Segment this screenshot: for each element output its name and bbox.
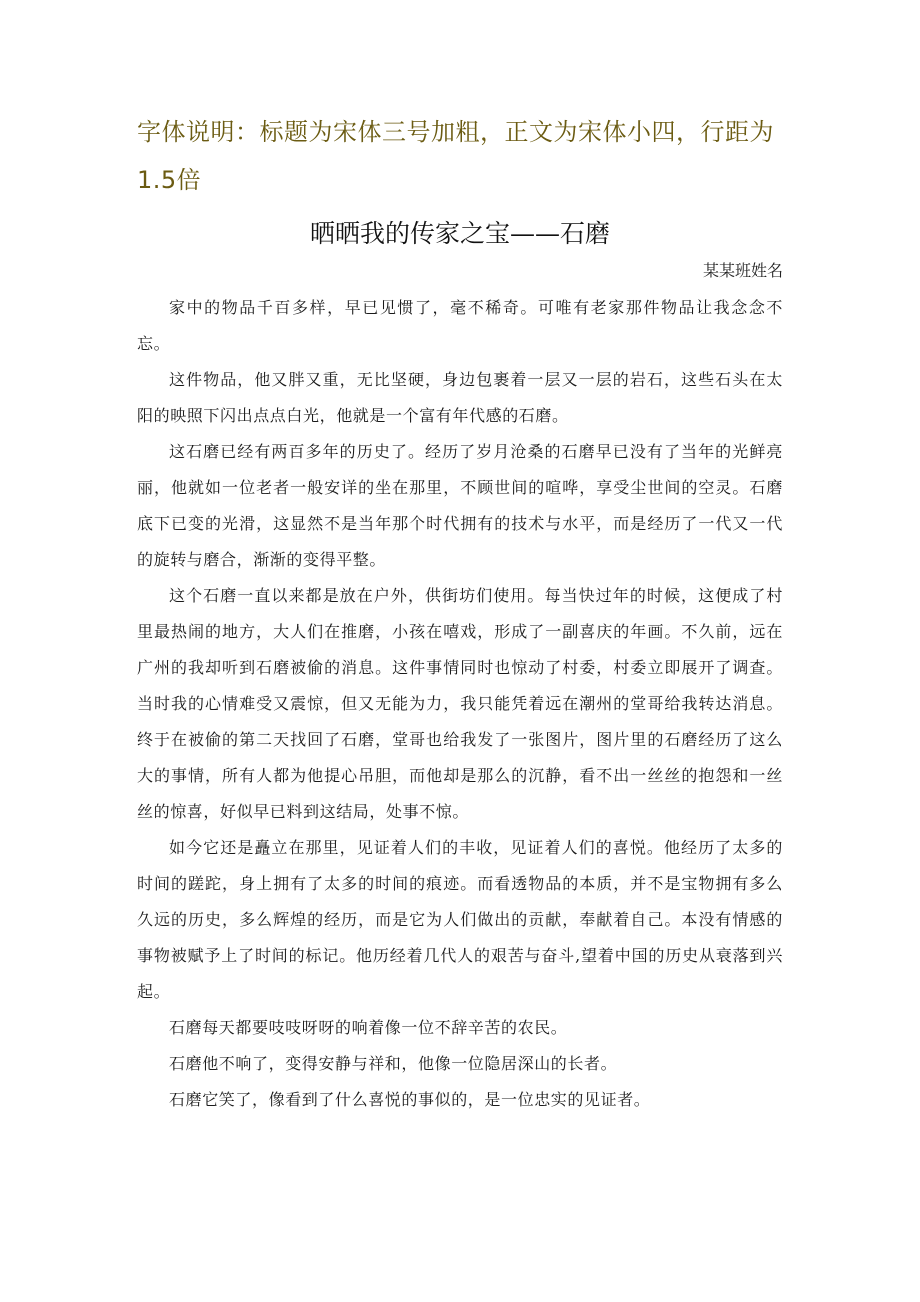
paragraph-7: 石磨他不响了，变得安静与祥和，他像一位隐居深山的长者。 <box>169 1054 618 1073</box>
font-instruction-note: 字体说明：标题为宋体三号加粗，正文为宋体小四，行距为1.5倍 <box>137 118 774 194</box>
author-line: 某某班姓名 <box>702 261 783 280</box>
paragraph-1: 家中的物品千百多样，早已见惯了，毫不稀奇。可唯有老家那件物品让我念念不忘。 <box>137 298 783 353</box>
paragraph-5: 如今它还是矗立在那里，见证着人们的丰收，见证着人们的喜悦。他经历了太多的时间的蹉跎，身上拥有了太多的时间的痕迹。而看透物品的本质，并不是宝物拥有多么久远的历史，多么辉煌的经历，而是它为人们做出的贡献，奉献着自己。本没有情感的事物被赋予上了时间的标记。他历经着几代人的艰苦与奋斗,望着中国的历史从衰落到兴起。 <box>137 838 783 1001</box>
paragraph-3: 这石磨已经有两百多年的历史了。经历了岁月沧桑的石磨早已没有了当年的光鲜亮丽，他就如一位老者一般安详的坐在那里，不顾世间的喧哗，享受尘世间的空灵。石磨底下已变的光滑，这显然不是当年那个时代拥有的技术与水平，而是经历了一代又一代的旋转与磨合，渐渐的变得平整。 <box>137 442 783 569</box>
essay-body <box>137 290 783 1118</box>
paragraph-4: 这个石磨一直以来都是放在户外，供街坊们使用。每当快过年的时候，这便成了村里最热闹的地方，大人们在推磨，小孩在嘻戏，形成了一副喜庆的年画。不久前，远在广州的我却听到石磨被偷的消息。这件事情同时也惊动了村委，村委立即展开了调查。当时我的心情难受又震惊，但又无能为力，我只能凭着远在潮州的堂哥给我转达消息。终于在被偷的第二天找回了石磨，堂哥也给我发了一张图片，图片里的石磨经历了这么大的事情，所有人都为他提心吊胆，而他却是那么的沉静，看不出一丝丝的抱怨和一丝丝的惊喜，好似早已料到这结局，处事不惊。 <box>137 586 783 821</box>
paragraph-2: 这件物品，他又胖又重，无比坚硬，身边包裹着一层又一层的岩石，这些石头在太阳的映照下闪出点点白光，他就是一个富有年代感的石磨。 <box>137 370 783 425</box>
paragraph-6: 石磨每天都要吱吱呀呀的响着像一位不辞辛苦的农民。 <box>169 1018 568 1037</box>
paragraph-8: 石磨它笑了，像看到了什么喜悦的事似的，是一位忠实的见证者。 <box>169 1090 651 1109</box>
document-title: 晒晒我的传家之宝——石磨 <box>309 219 610 248</box>
